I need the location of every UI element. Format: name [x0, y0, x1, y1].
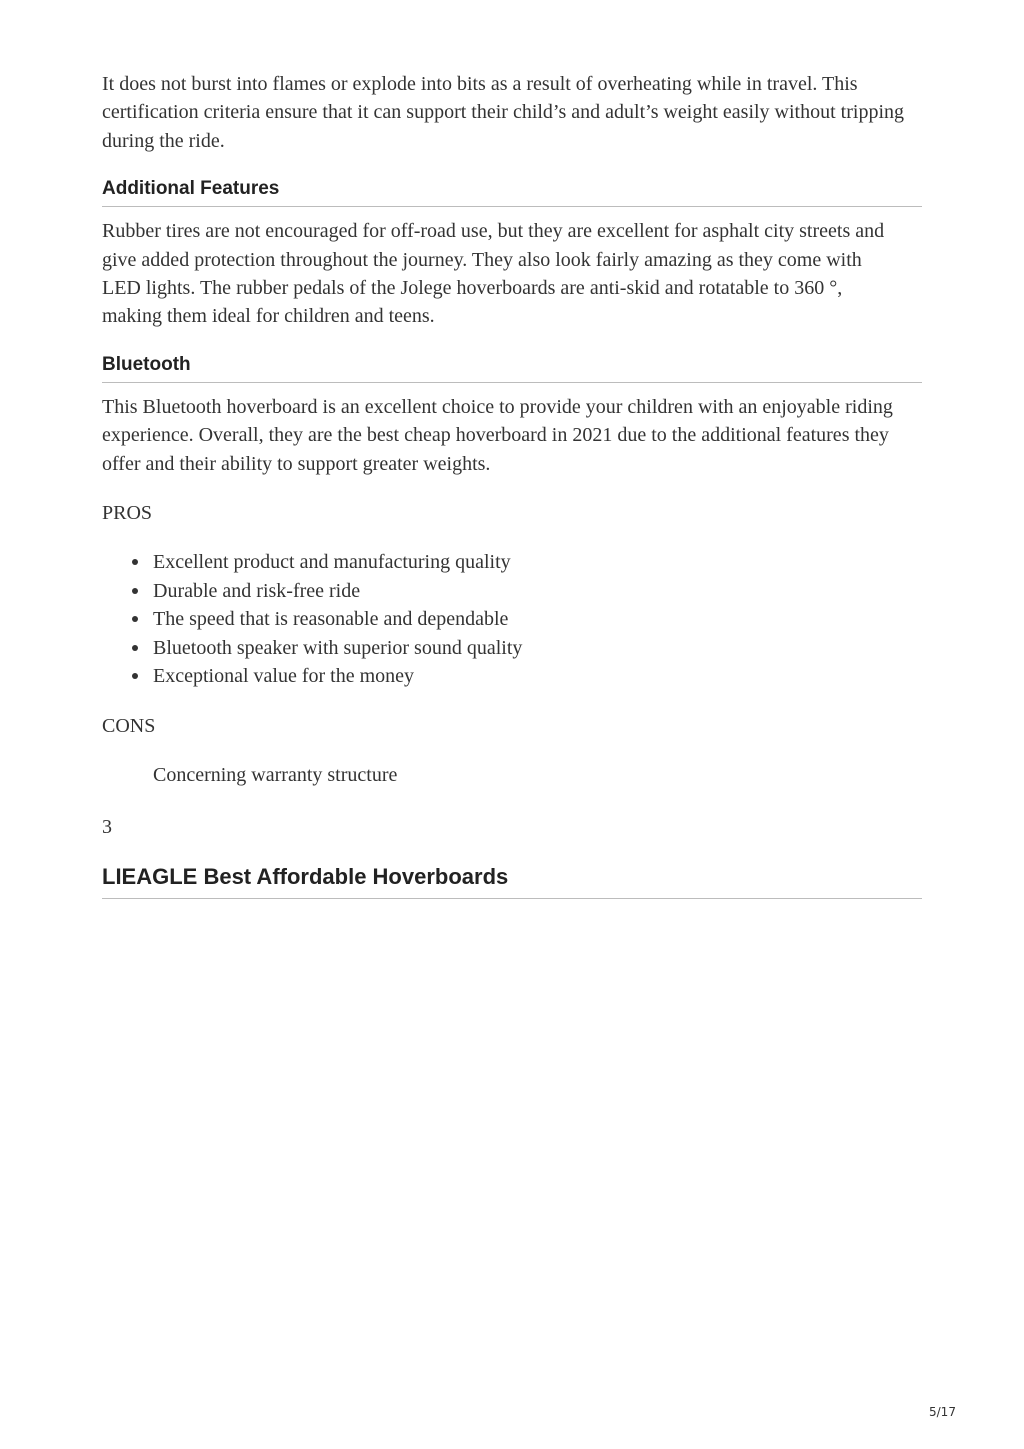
list-item [132, 662, 922, 690]
pros-item-text: Durable and risk-free ride [153, 579, 361, 602]
additional-features-paragraph: Rubber tires are not encouraged for off-road use, but they are excellent for asphalt city streets and give added protection throughout the journey. They also look fairly amazing as they come with LED lights. The rubber pedals of the Jolege hoverboards are anti-skid and rotatable to 360 °, making them ideal for children and teens. [102, 220, 885, 328]
pros-list [102, 548, 922, 690]
product-heading: LIEAGLE Best Affordable Hoverboards [102, 864, 922, 899]
page-number: 5/17 [929, 1405, 956, 1419]
cons-label: CONS [102, 714, 156, 737]
section-heading-additional-features: Additional Features [102, 178, 922, 207]
bullet-icon [132, 645, 138, 651]
bluetooth-paragraph: This Bluetooth hoverboard is an excellent choice to provide your children with an enjoyable riding experience. Overall, they are the best cheap hoverboard in 2021 due to the additional features they offer and their ability to support greater weights. [102, 395, 893, 475]
list-item [132, 605, 922, 633]
item-number: 3 [102, 816, 112, 839]
pros-item-text: The speed that is reasonable and dependable [153, 608, 509, 631]
intro-paragraph: It does not burst into flames or explode into bits as a result of overheating while in travel. This certification criteria ensure that it can support their child’s and adult’s weight easily without tripping during the ride. [102, 73, 905, 152]
list-item [132, 548, 922, 576]
list-item [132, 634, 922, 662]
pros-label: PROS [102, 502, 153, 525]
bullet-icon [132, 559, 138, 565]
pros-item-text: Exceptional value for the money [153, 665, 415, 688]
cons-item: Concerning warranty structure [153, 763, 398, 786]
pros-item-text: Excellent product and manufacturing quality [153, 551, 511, 574]
article-content [102, 70, 922, 899]
bullet-icon [132, 616, 138, 622]
section-heading-bluetooth: Bluetooth [102, 354, 922, 383]
pros-item-text: Bluetooth speaker with superior sound quality [153, 636, 523, 659]
list-item [132, 577, 922, 605]
bullet-icon [132, 588, 138, 594]
bullet-icon [132, 673, 138, 679]
